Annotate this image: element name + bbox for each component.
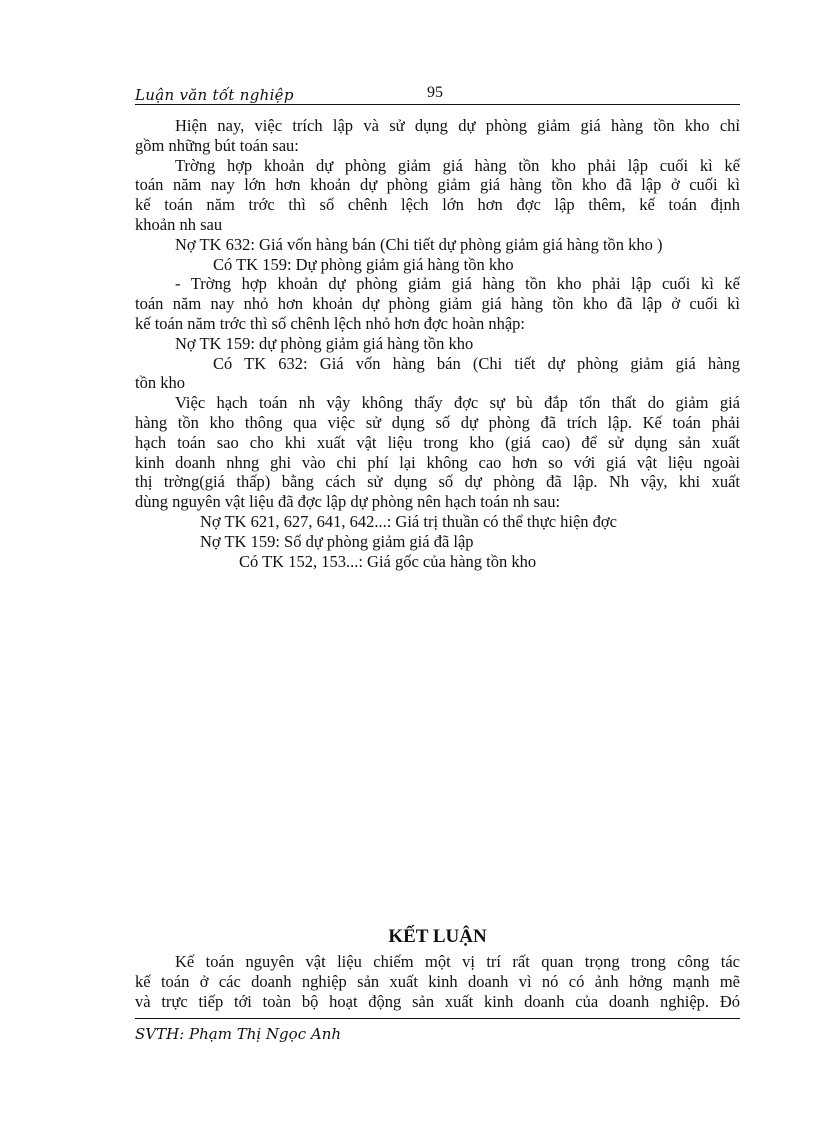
journal-debit-line: Nợ TK 159: dự phòng giảm giá hàng tồn kho	[175, 333, 474, 353]
section-heading: KẾT LUẬN	[388, 926, 487, 947]
journal-debit-line: Nợ TK 621, 627, 641, 642...: Giá trị thuần có thể thực hiện đợc	[200, 511, 617, 531]
text-line: thị trờng(giá thấp) bằng cách sử dụng số dự phòng đã lập. Nh vậy, khi xuất	[135, 472, 740, 492]
text-line: kinh doanh nhng ghi vào chi phí lại không cao hơn so với giá vật liệu ngoài	[135, 452, 740, 472]
journal-credit-line: Có TK 159: Dự phòng giảm giá hàng tồn kho	[213, 254, 514, 274]
text-line: khoản nh sau	[135, 214, 223, 234]
text-line: và trực tiếp tới toàn bộ hoạt động sản xuất kinh doanh của doanh nghiệp. Đó	[135, 991, 740, 1011]
conclusion-text	[135, 952, 740, 1011]
text-line: Kế toán nguyên vật liệu chiếm một vị trí rất quan trọng trong công tác	[175, 952, 740, 971]
text-line: kế toán ở các doanh nghiệp sản xuất kinh doanh vì nó có ảnh hởng mạnh mẽ	[135, 971, 740, 991]
text-line: hàng tồn kho thông qua việc sử dụng số dự phòng đã trích lập. Kế toán phải	[135, 412, 740, 432]
text-line: Hiện nay, việc trích lập và sử dụng dự phòng giảm giá hàng tồn kho chỉ	[175, 116, 740, 135]
page-number: 95	[427, 84, 443, 101]
text-line: - Trờng hợp khoản dự phòng giảm giá hàng tồn kho phải lập cuối kì kế	[175, 274, 740, 294]
text-line: kế toán năm trớc thì số chênh lệch nhỏ hơn đợc hoàn nhập:	[135, 313, 525, 333]
text-line: gồm những bút toán sau:	[135, 135, 299, 155]
text-line: hạch toán sao cho khi xuất vật liệu trong kho (giá cao) để sử dụng sản xuất	[135, 432, 740, 452]
journal-credit-line: Có TK 152, 153...: Giá gốc của hàng tồn kho	[239, 551, 537, 571]
text-line: tồn kho	[135, 373, 185, 393]
body-text	[135, 116, 740, 571]
page-footer	[135, 1018, 740, 1043]
journal-debit-line: Nợ TK 632: Giá vốn hàng bán (Chi tiết dự phòng giảm giá hàng tồn kho )	[175, 234, 663, 254]
author-credit: SVTH: Phạm Thị Ngọc Anh	[135, 1025, 342, 1043]
text-line: toán năm nay nhỏ hơn khoản dự phòng giảm giá hàng tồn kho đã lập ở cuối kì	[135, 294, 740, 314]
document-title: Luận văn tốt nghiệp	[135, 86, 294, 104]
text-line: Việc hạch toán nh vậy không thấy đợc sự bù đắp tổn thất do giảm giá	[175, 393, 740, 413]
text-line: dùng nguyên vật liệu đã đợc lập dự phòng nên hạch toán nh sau:	[135, 492, 561, 512]
text-line: toán năm nay lớn hơn khoản dự phòng giảm giá hàng tồn kho đã lập ở cuối kì	[135, 175, 740, 195]
text-line: kế toán năm trớc thì số chênh lệch lớn hơn đợc lập thêm, kế toán định	[135, 195, 740, 215]
page-header	[135, 84, 740, 105]
text-line: Trờng hợp khoản dự phòng giảm giá hàng tồn kho phải lập cuối kì kế	[175, 155, 740, 175]
journal-credit-line: Có TK 632: Giá vốn hàng bán (Chi tiết dự phòng giảm giá hàng	[213, 353, 740, 373]
journal-debit-line: Nợ TK 159: Số dự phòng giảm giá đã lập	[200, 531, 474, 551]
